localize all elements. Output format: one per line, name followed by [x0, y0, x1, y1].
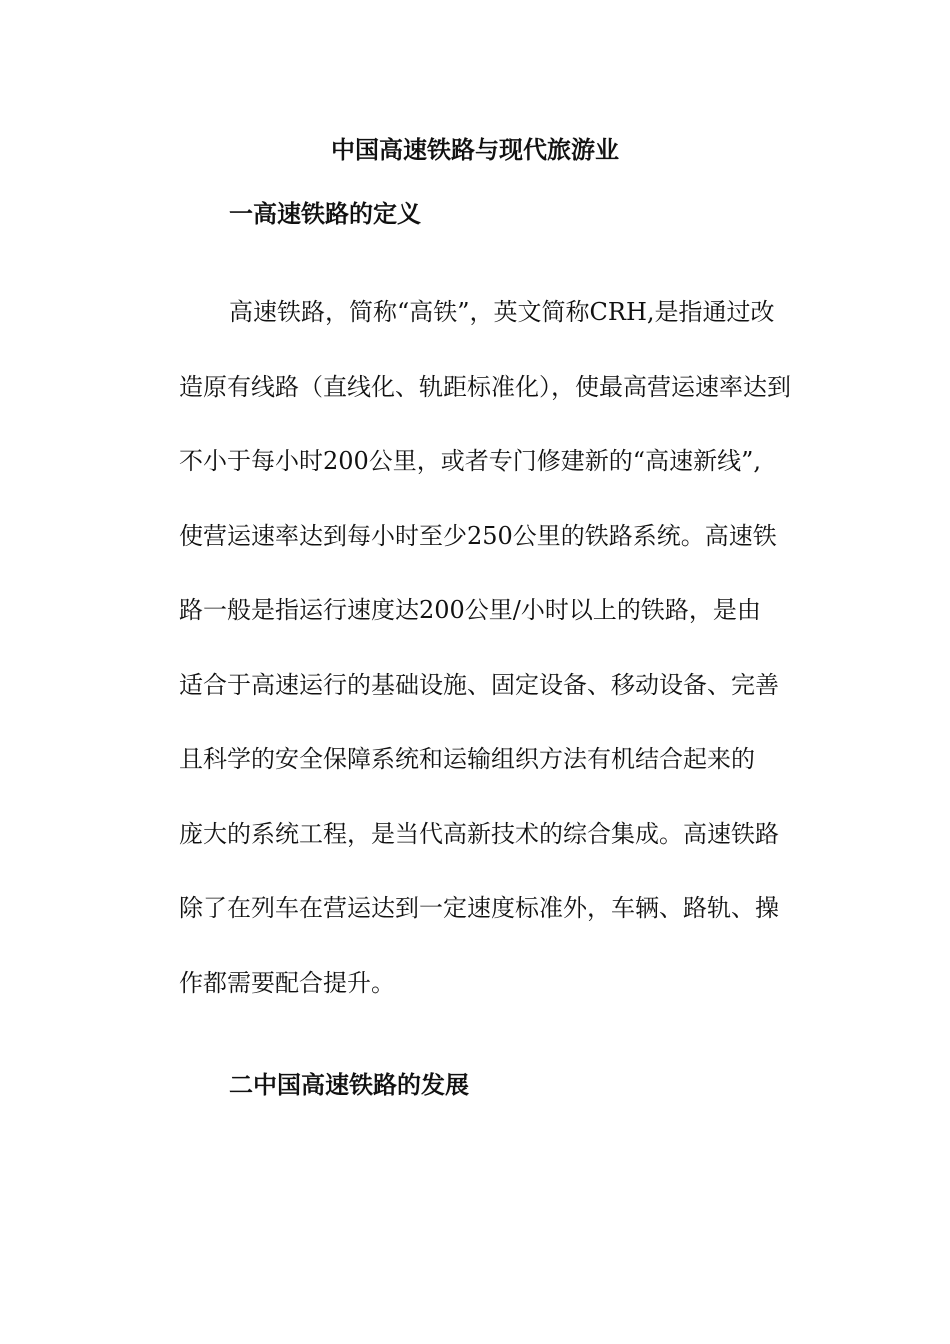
paragraph-line: 造原有线路（直线化、轨距标准化），使最高营运速率达到	[179, 372, 791, 401]
paragraph-line: 不小于每小时200公里，或者专门修建新的“高速新线”,	[179, 447, 761, 475]
paragraph-line: 路一般是指运行速度达200公里/小时以上的铁路，是由	[179, 596, 761, 624]
paragraph-line: 除了在列车在营运达到一定速度标准外，车辆、路轨、操	[179, 894, 779, 922]
paragraph-line: 庞大的系统工程，是当代高新技术的综合集成。高速铁路	[179, 819, 779, 848]
section-heading-definition: 一高速铁路的定义	[229, 199, 421, 228]
document-title: 中国高速铁路与现代旅游业	[331, 135, 619, 164]
paragraph-line: 且科学的安全保障系统和运输组织方法有机结合起来的	[179, 745, 755, 773]
section-definition-paragraph	[179, 290, 809, 1035]
section-heading-development: 二中国高速铁路的发展	[229, 1070, 469, 1099]
paragraph-line: 作都需要配合提升。	[179, 968, 395, 997]
paragraph-line: 高速铁路，简称“高铁”，英文简称CRH,是指通过改	[229, 298, 775, 326]
paragraph-line: 适合于高速运行的基础设施、固定设备、移动设备、完善	[179, 670, 779, 699]
paragraph-line: 使营运速率达到每小时至少250公里的铁路系统。高速铁	[179, 521, 777, 550]
